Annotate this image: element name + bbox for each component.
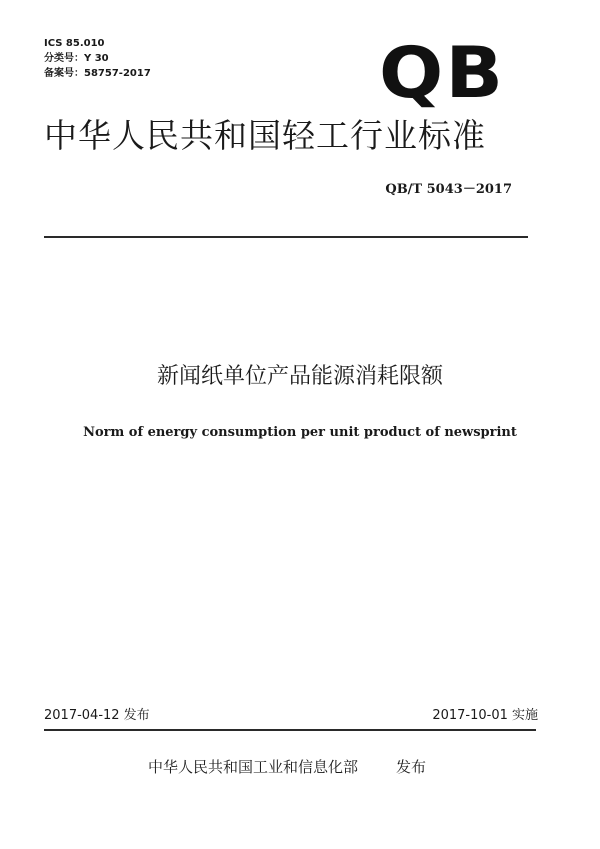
issue-date: 2017-04-12 发布 <box>44 708 150 723</box>
issuing-authority: 中华人民共和国工业和信息化部 <box>148 758 359 776</box>
ics-code: ICS 85.010 <box>44 38 105 49</box>
top-divider <box>44 236 528 238</box>
record-number: 备案号：58757-2017 <box>44 68 151 79</box>
category-code: 分类号：Y 30 <box>44 53 109 64</box>
qb-logo: QB <box>379 32 506 114</box>
issuer-action: 发布 <box>396 758 427 776</box>
document-title-chinese: 新闻纸单位产品能源消耗限额 <box>156 364 443 389</box>
bottom-divider <box>44 729 536 731</box>
implementation-date: 2017-10-01 实施 <box>432 708 538 723</box>
standard-number: QB/T 5043－2017 <box>385 182 512 197</box>
document-title-english: Norm of energy consumption per unit product of newsprint <box>83 425 517 440</box>
standard-title: 中华人民共和国轻工行业标准 <box>44 116 486 155</box>
classification-block <box>44 36 151 81</box>
